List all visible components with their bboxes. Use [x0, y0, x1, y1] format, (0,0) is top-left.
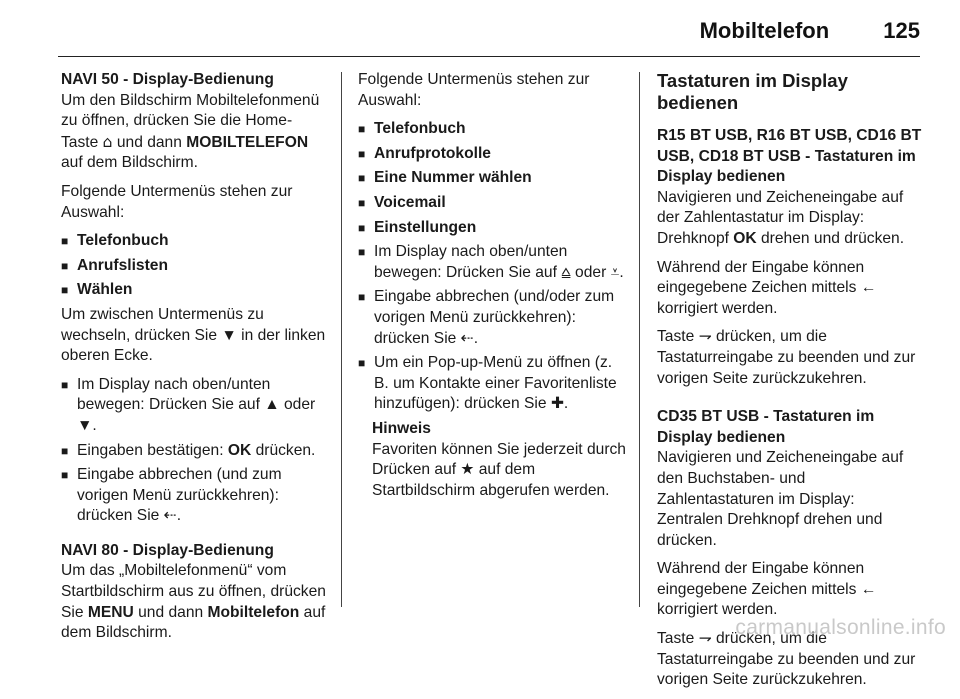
text-part: Navigieren und Zeicheneingabe auf der Zahlentastatur im Display: Drehknopf	[657, 188, 904, 247]
text-part: und dann	[133, 603, 208, 621]
list-item	[358, 168, 626, 189]
list-item	[61, 441, 327, 462]
page-title: Mobiltelefon	[699, 18, 830, 43]
submenu-list-navi50	[61, 231, 327, 301]
list-item-label: Anrufprotokolle	[374, 144, 491, 162]
list-item	[61, 280, 327, 301]
list-item: ■ Eingabe abbrechen (und zum vorigen Menü zurückkehren): drücken Sie ⇠.	[61, 465, 327, 527]
section-heading-navi80: NAVI 80 - Display-Bedienung	[61, 541, 274, 559]
column-divider-2	[639, 72, 640, 607]
list-item: ■ Im Display nach oben/unten bewegen: Drücken Sie auf ▲ oder ▼.	[61, 375, 327, 437]
column-1	[61, 70, 327, 652]
section-heading-keyboards: Tastaturen im Display bedienen	[657, 70, 848, 113]
list-item: ■ Um ein Pop-up-Menü zu öffnen (z. B. um Kontakte einer Favoritenliste hinzufügen): drücken Sie ✚.	[358, 353, 626, 415]
list-item	[358, 218, 626, 239]
paragraph-alpha-keyboard: Navigieren und Zeicheneingabe auf den Buchstaben- und Zahlentastaturen im Display: Zentralen Drehknopf drehen und drücken.	[657, 449, 904, 549]
paragraph-submenus: Folgende Untermenüs stehen zur Auswahl:	[61, 182, 293, 221]
paragraph-exit-keyboard: Taste ⇁ drücken, um die Tastaturreingabe zu beenden und zur vorigen Seite zurückzukehren.	[657, 328, 916, 387]
paragraph-switch-submenus: Um zwischen Untermenüs zu wechseln, drücken Sie ▼ in der linken oberen Ecke.	[61, 305, 326, 365]
paragraph-navi50-intro	[61, 91, 327, 174]
list-item	[358, 144, 626, 165]
list-item	[358, 119, 626, 140]
bold-term: OK	[733, 229, 757, 247]
section-heading-navi50: NAVI 50 - Display-Bedienung	[61, 71, 274, 88]
text-part: Um das „Mobiltelefonmenü“ vom Startbildschirm aus zu öffnen, drücken Sie	[61, 562, 326, 621]
bold-term: Mobiltelefon	[207, 603, 300, 621]
instruction-list-navi50	[61, 375, 327, 527]
bold-term: OK	[227, 441, 252, 459]
text-part: drehen und drücken.	[756, 229, 905, 247]
paragraph-navi80-intro	[61, 561, 327, 643]
note-heading: Hinweis	[372, 419, 431, 437]
column-divider-1	[341, 72, 342, 607]
paragraph-correct-input: Während der Eingabe können eingegebene Zeichen mittels ← korrigiert werden.	[657, 258, 877, 317]
list-item	[358, 193, 626, 214]
paragraph-exit-keyboard-2: Taste ⇁ drücken, um die Tastaturreingabe zu beenden und zur vorigen Seite zurückzukehren.	[657, 630, 916, 689]
page-header	[60, 18, 920, 48]
list-item-label: Eine Nummer wählen	[374, 169, 532, 187]
list-item-label: Wählen	[77, 281, 133, 299]
note-text: Favoriten können Sie jederzeit durch Drücken auf ★ auf dem Startbildschirm abgerufen werden.	[372, 440, 626, 499]
submenu-list-navi80	[358, 119, 626, 415]
bold-term: MOBILTELEFON	[186, 133, 309, 151]
page-number: 125	[883, 18, 920, 43]
note-box	[358, 419, 626, 501]
text-part: auf dem Bildschirm.	[61, 154, 198, 172]
text-part: Eingaben bestätigen:	[77, 441, 228, 459]
header-divider	[58, 56, 920, 57]
bold-term: MENU	[87, 603, 134, 621]
list-item: ■ Eingabe abbrechen (und/oder zum vorigen Menü zurückkehren): drücken Sie ⇠.	[358, 287, 626, 349]
column-2	[358, 70, 626, 509]
list-item-label: Telefonbuch	[77, 232, 169, 250]
text-part: Um den Bildschirm Mobiltelefonmenü zu öffnen, drücken Sie die Home-Taste	[61, 91, 320, 151]
list-item-label: Einstellungen	[374, 218, 477, 236]
list-item: ■ Im Display nach oben/unten bewegen: Drücken Sie auf ⩠ oder ⩡.	[358, 242, 626, 283]
list-item-label: Telefonbuch	[374, 120, 466, 138]
text-part: und dann	[112, 133, 187, 151]
paragraph-submenus-navi80: Folgende Untermenüs stehen zur Auswahl:	[358, 71, 590, 109]
home-icon: ⌂	[102, 132, 113, 151]
paragraph-correct-input-2: Während der Eingabe können eingegebene Zeichen mittels ← korrigiert werden.	[657, 560, 877, 619]
text-part: auf dem Bildschirm.	[61, 603, 326, 642]
subheading-r15-cd18: R15 BT USB, R16 BT USB, CD16 BT USB, CD18 BT USB - Tastaturen im Display bedienen	[657, 127, 922, 186]
list-item-label: Voicemail	[374, 193, 446, 211]
watermark: carmanualsonline.info	[735, 616, 946, 639]
list-item	[61, 231, 327, 252]
paragraph-numeric-keyboard	[657, 188, 923, 250]
text-part: drücken.	[251, 441, 316, 459]
list-item	[61, 256, 327, 277]
subheading-cd35: CD35 BT USB - Tastaturen im Display bedienen	[657, 408, 875, 446]
list-item-label: Anrufslisten	[77, 256, 168, 274]
column-3	[657, 70, 923, 699]
